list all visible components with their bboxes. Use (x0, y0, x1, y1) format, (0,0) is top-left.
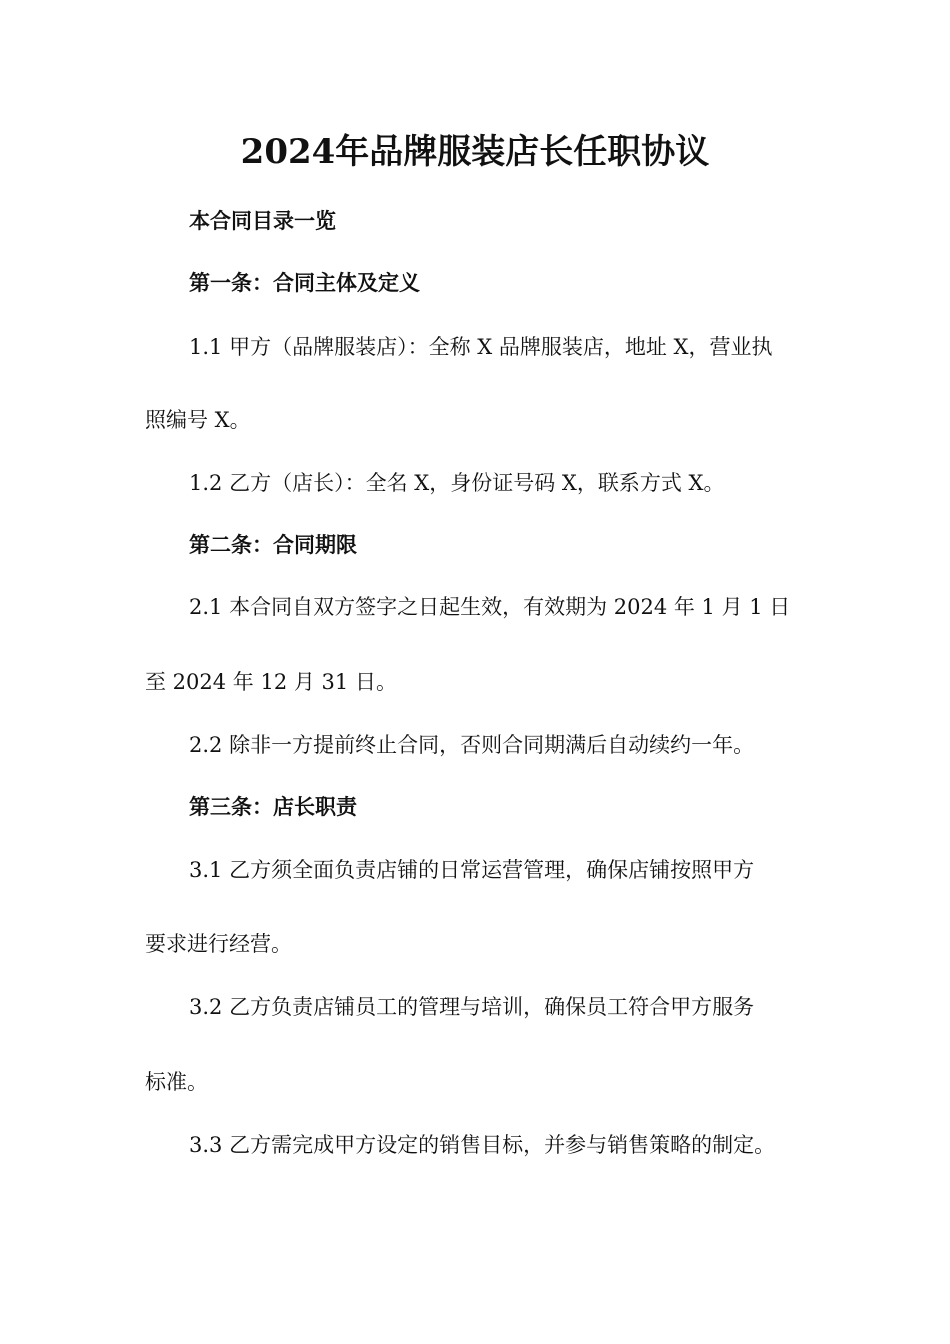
clause-1-1-line-2: 照编号 X。 (145, 408, 251, 432)
article-2-heading: 第二条：合同期限 (189, 533, 357, 557)
article-3-heading: 第三条：店长职责 (189, 795, 357, 819)
clause-1-2: 1.2 乙方（店长）：全名 X，身份证号码 X，联系方式 X。 (189, 471, 725, 495)
clause-3-2-line-2: 标准。 (145, 1070, 208, 1094)
document-title: 2024年品牌服装店长任职协议 (240, 132, 710, 172)
clause-2-1-line-2: 至 2024 年 12 月 31 日。 (145, 670, 397, 694)
clause-3-1-line-2: 要求进行经营。 (145, 932, 292, 956)
clause-1-1-line-1: 1.1 甲方（品牌服装店）：全称 X 品牌服装店，地址 X，营业执 (189, 335, 773, 359)
clause-2-2: 2.2 除非一方提前终止合同，否则合同期满后自动续约一年。 (189, 733, 755, 757)
toc-heading: 本合同目录一览 (189, 209, 336, 233)
article-1-heading: 第一条：合同主体及定义 (189, 271, 420, 295)
clause-3-3: 3.3 乙方需完成甲方设定的销售目标，并参与销售策略的制定。 (189, 1133, 776, 1157)
clause-3-1-line-1: 3.1 乙方须全面负责店铺的日常运营管理，确保店铺按照甲方 (189, 858, 755, 882)
clause-2-1-line-1: 2.1 本合同自双方签字之日起生效，有效期为 2024 年 1 月 1 日 (189, 595, 791, 619)
clause-3-2-line-1: 3.2 乙方负责店铺员工的管理与培训，确保员工符合甲方服务 (189, 995, 755, 1019)
